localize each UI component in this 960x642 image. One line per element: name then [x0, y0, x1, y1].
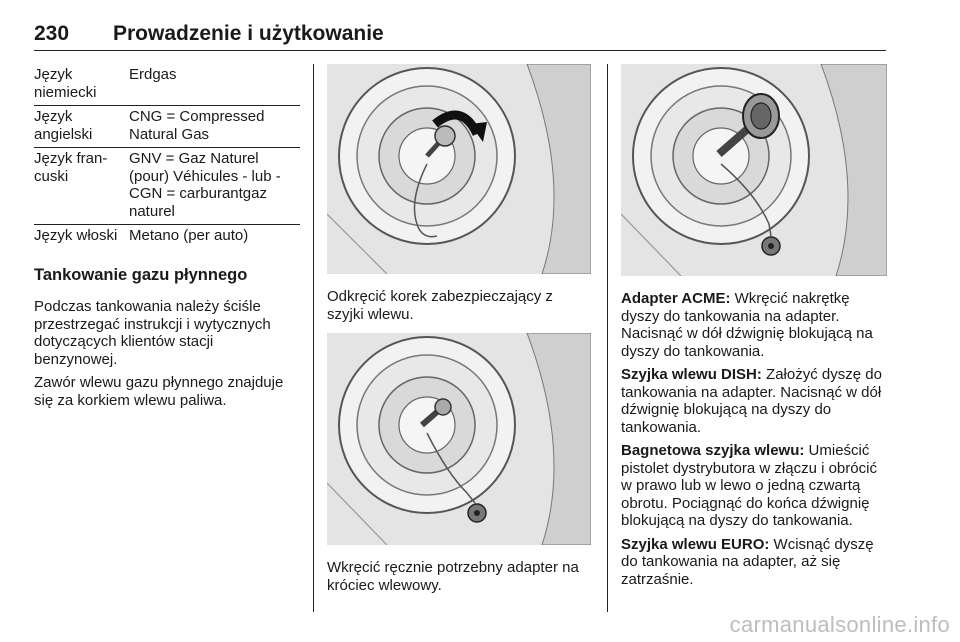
adapter-text: Założyć dyszę do tankowania na adapter. Nacisnąć w dół dźwignię blokującą na dyszy do tankowania. — [621, 366, 882, 436]
language-name: Język angielski — [34, 108, 93, 143]
language-name: Język fran-cuski — [34, 150, 108, 185]
section-heading: Tankowanie gazu płynnego — [34, 265, 248, 284]
language-name: Język włoski — [34, 227, 118, 244]
watermark: carmanualsonline.info — [729, 612, 950, 637]
adapter-label: Szyjka wlewu EURO: — [621, 535, 770, 553]
adapter-install-figure — [327, 333, 591, 545]
adapter-text: Wcisnąć dyszę do tankowania na adapter, aż się zatrzaśnie. — [621, 535, 874, 588]
adapter-text: Umieścić pistolet dystrybutora w złączu i obrócić w prawo lub w lewo o jedną czwartą obrotu. Pociągnąć do końca dźwignię blokującą na dyszy do tankowania. — [621, 442, 877, 529]
figure-caption: Odkręcić korek zabezpieczający z szyjki wlewu. — [327, 288, 553, 323]
adapter-text: Wkręcić nakrętkę dyszy do tankowania na adapter. Nacisnąć w dół dźwignię blokującą na dyszy do tankowania. — [621, 290, 873, 360]
body-paragraph: Podczas tankowania należy ściśle przestrzegać instrukcji i wytycznych dotyczących klientów stacji benzynowej. — [34, 298, 271, 368]
language-term: Erdgas — [129, 66, 177, 83]
column-divider — [313, 64, 314, 612]
adapter-instruction — [621, 290, 889, 360]
fuel-cap-removal-figure — [327, 64, 591, 274]
page-header — [34, 20, 886, 51]
page-number: 230 — [34, 22, 70, 45]
language-row — [34, 106, 300, 148]
language-term: Metano (per auto) — [129, 227, 249, 244]
body-paragraph: Zawór wlewu gazu płynnego znajduje się za korkiem wlewu paliwa. — [34, 374, 284, 409]
language-row — [34, 148, 300, 225]
figure-caption: Wkręcić ręcznie potrzebny adapter na króciec wlewowy. — [327, 559, 579, 594]
language-row — [34, 64, 300, 106]
adapter-label: Szyjka wlewu DISH: — [621, 366, 762, 383]
language-term: CNG = Compressed Natural Gas — [129, 108, 265, 143]
nozzle-adapter-figure — [621, 64, 887, 276]
left-column — [34, 64, 300, 415]
language-name: Język niemiecki — [34, 66, 97, 101]
middle-column — [327, 64, 593, 594]
language-term: GNV = Gaz Naturel (pour) Véhicules - lub - CGN = carburantgaz naturel — [129, 150, 281, 220]
adapter-instruction — [621, 536, 889, 589]
right-column — [621, 64, 889, 594]
adapter-instruction — [621, 442, 889, 530]
column-divider — [607, 64, 608, 612]
adapter-label: Bagnetowa szyjka wlewu: — [621, 442, 805, 459]
language-row — [34, 225, 300, 249]
adapter-label: Adapter ACME: — [621, 290, 731, 307]
page-title: Prowadzenie i użytkowanie — [113, 22, 384, 45]
adapter-instruction — [621, 366, 889, 436]
